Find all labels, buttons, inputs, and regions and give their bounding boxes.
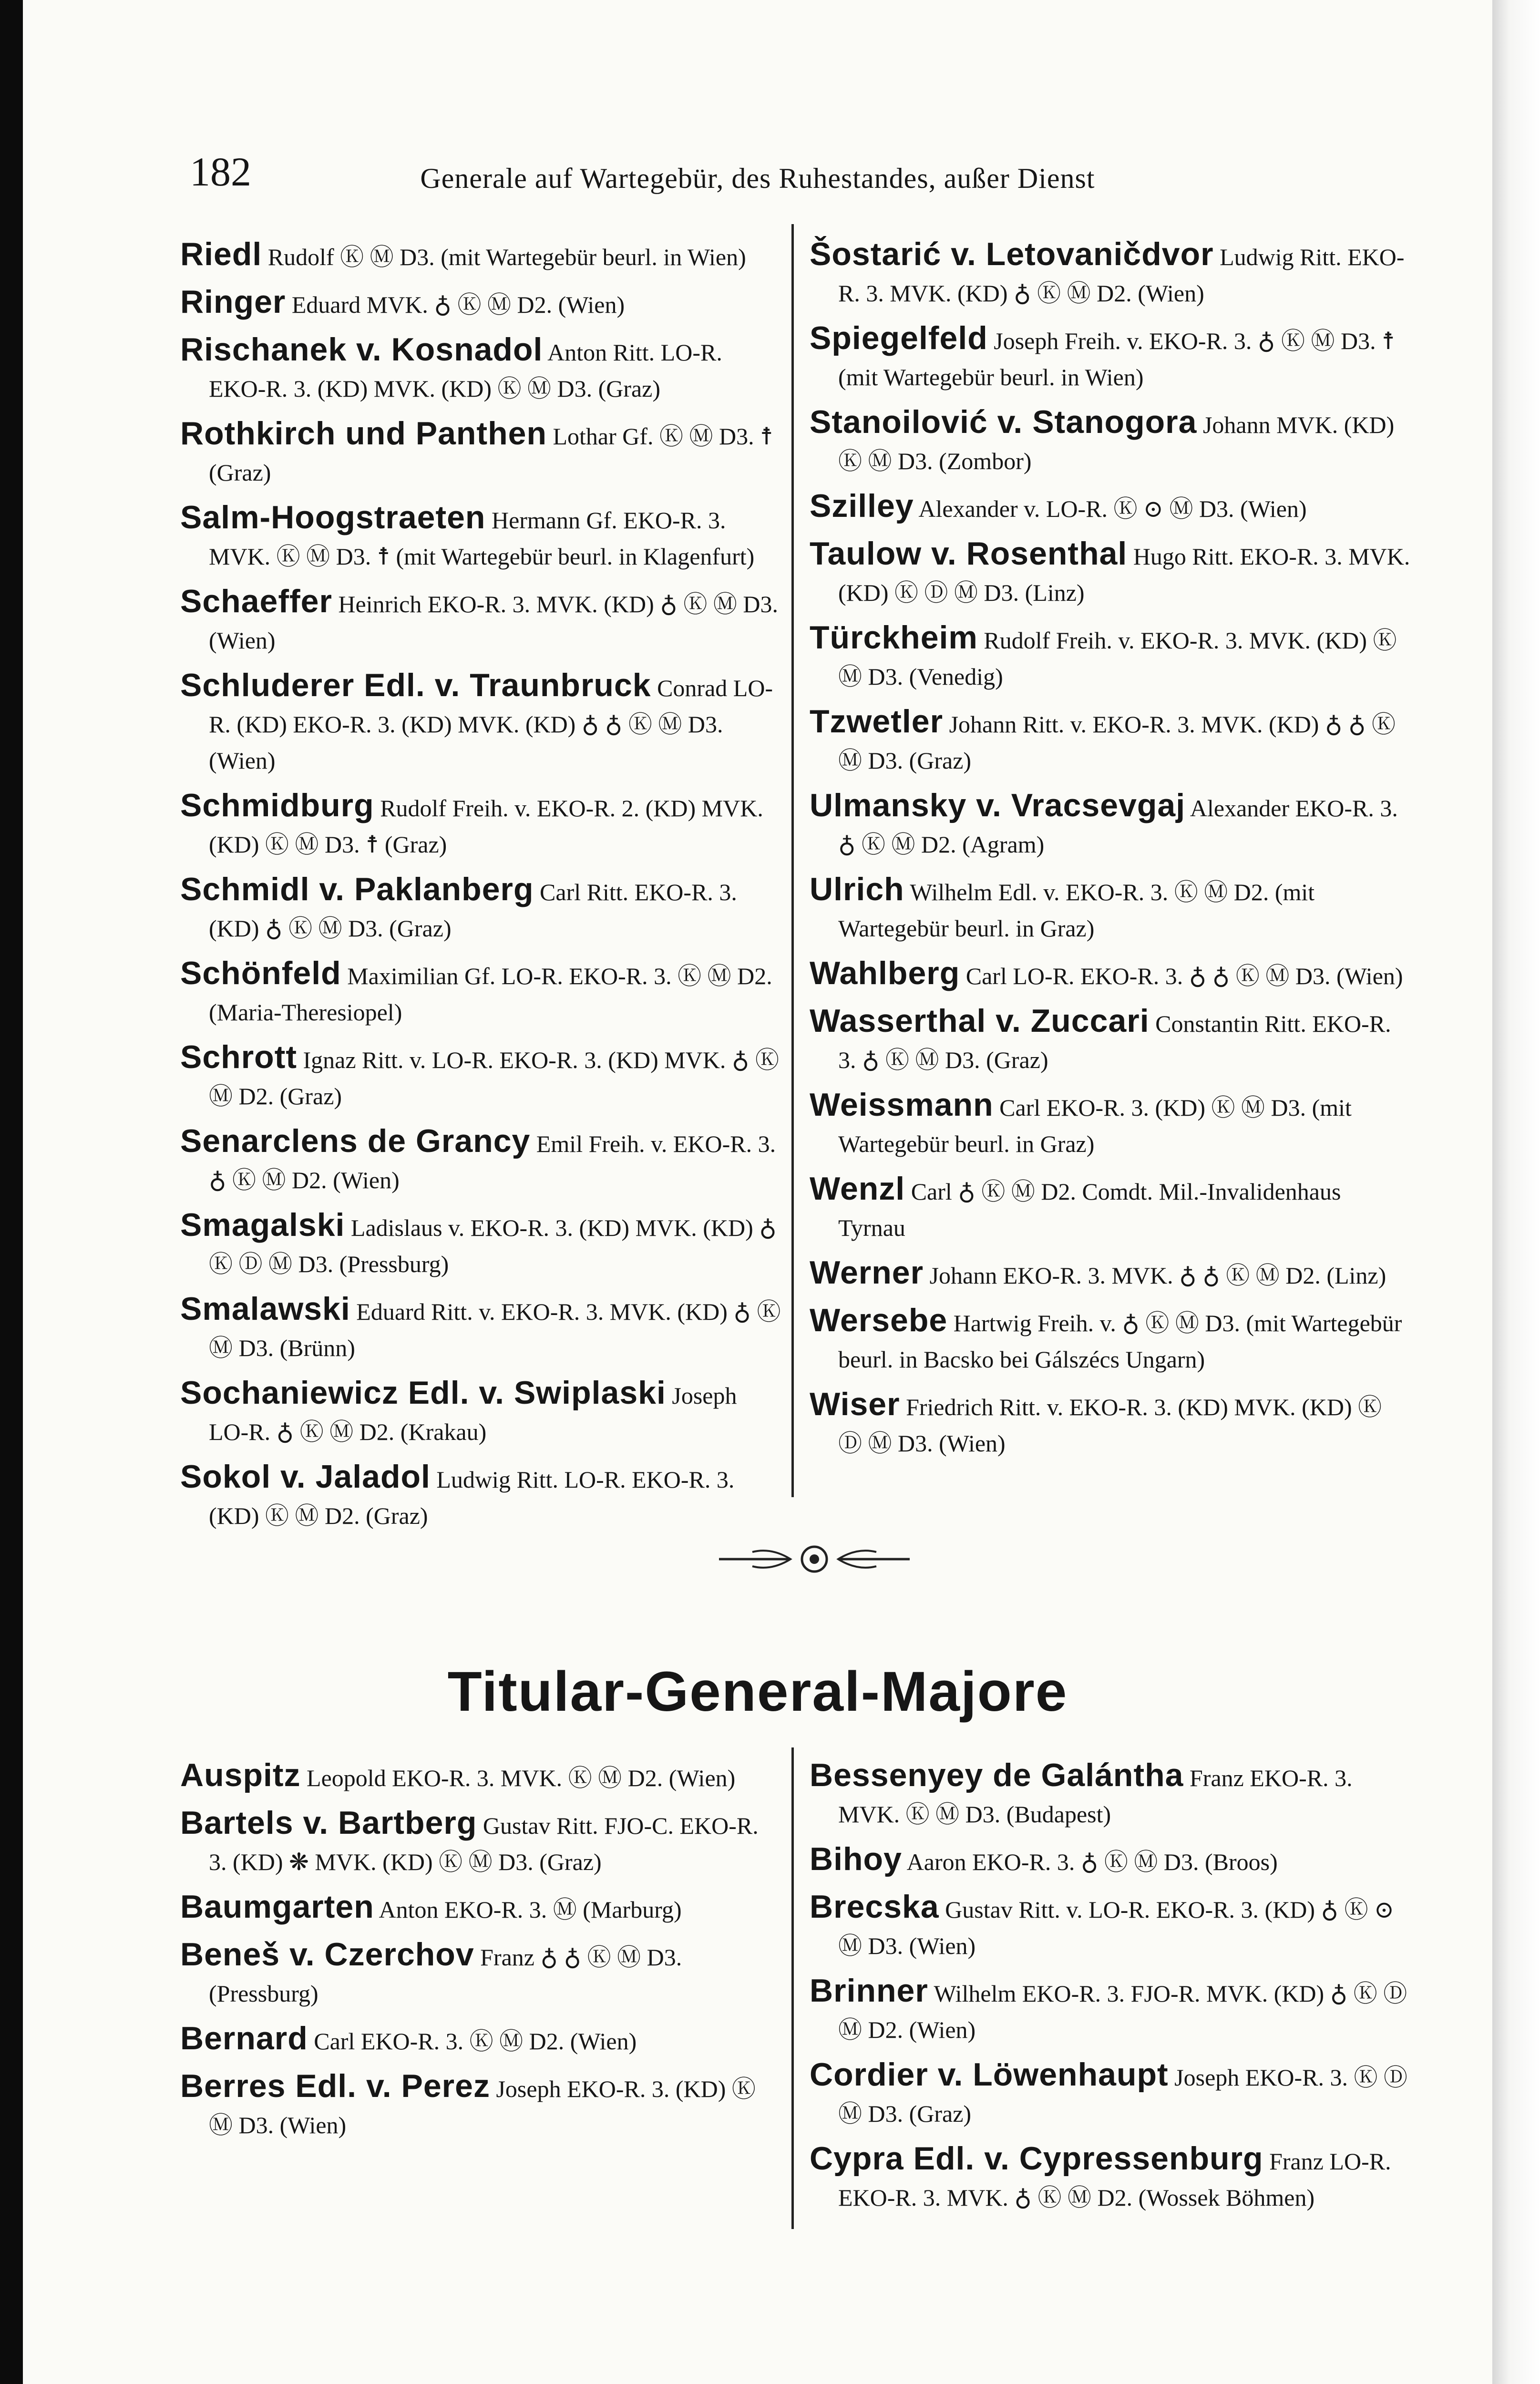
list-item <box>180 2020 781 2059</box>
list-item <box>810 488 1410 527</box>
entry-details: Ludwig Ritt. EKO-R. 3. MVK. (KD) ♁ Ⓚ Ⓜ D2. (Wien) <box>838 244 1405 307</box>
entry-details: Carl EKO-R. 3. Ⓚ Ⓜ D2. (Wien) <box>314 2028 637 2055</box>
list-item <box>180 787 781 863</box>
entry-name: Salm-Hoogstraeten <box>180 499 486 535</box>
entry-details: Eduard MVK. ♁ Ⓚ Ⓜ D2. (Wien) <box>291 291 625 318</box>
page-number: 182 <box>190 149 251 195</box>
list-item <box>810 2056 1410 2132</box>
entry-name: Sokol v. Jaladol <box>180 1459 431 1495</box>
entry-name: Bernard <box>180 2020 308 2056</box>
list-item <box>810 703 1410 779</box>
entry-details: Joseph EKO-R. 3. (KD) Ⓚ Ⓜ D3. (Wien) <box>209 2076 756 2138</box>
entry-name: Baumgarten <box>180 1889 374 1925</box>
entry-name: Türckheim <box>810 619 978 656</box>
entry-details: Emil Freih. v. EKO-R. 3. ♁ Ⓚ Ⓜ D2. (Wien) <box>209 1130 776 1193</box>
entry-details: Leopold EKO-R. 3. MVK. Ⓚ Ⓜ D2. (Wien) <box>307 1765 736 1791</box>
entry-details: Maximilian Gf. LO-R. EKO-R. 3. Ⓚ Ⓜ D2. (Maria-Theresiopel) <box>209 963 772 1026</box>
list-item <box>180 1757 781 1796</box>
list-item <box>810 320 1410 395</box>
list-item <box>810 236 1410 311</box>
entry-details: Ludwig Ritt. LO-R. EKO-R. 3. (KD) Ⓚ Ⓜ D2. (Graz) <box>209 1466 735 1529</box>
entry-name: Schmidl v. Paklanberg <box>180 871 534 907</box>
entry-name: Bartels v. Bartberg <box>180 1805 477 1841</box>
entry-details: Gustav Ritt. FJO-C. EKO-R. 3. (KD) ❋ MVK. (KD) Ⓚ Ⓜ D3. (Graz) <box>209 1812 759 1875</box>
column-divider <box>791 1747 794 2229</box>
entry-name: Senarclens de Grancy <box>180 1123 531 1159</box>
entry-name: Taulow v. Rosenthal <box>810 535 1128 572</box>
entry-details: Alexander EKO-R. 3. ♁ Ⓚ Ⓜ D2. (Agram) <box>838 795 1398 858</box>
entry-name: Brinner <box>810 1973 928 2009</box>
entry-name: Smagalski <box>180 1207 345 1243</box>
entry-details: Joseph Freih. v. EKO-R. 3. ♁ Ⓚ Ⓜ D3. ☨ (mit Wartegebür beurl. in Wien) <box>838 328 1395 390</box>
entry-name: Riedl <box>180 236 262 272</box>
entry-details: Constantin Ritt. EKO-R. 3. ♁ Ⓚ Ⓜ D3. (Graz) <box>838 1010 1391 1073</box>
entry-name: Wersebe <box>810 1302 948 1338</box>
entry-name: Wiser <box>810 1386 900 1422</box>
entry-name: Sochaniewicz Edl. v. Swiplaski <box>180 1375 666 1411</box>
list-item <box>180 331 781 407</box>
entry-details: Johann Ritt. v. EKO-R. 3. MVK. (KD) ♁ ♁ Ⓚ Ⓜ D3. (Graz) <box>838 711 1396 774</box>
entry-details: Carl LO-R. EKO-R. 3. ♁ ♁ Ⓚ Ⓜ D3. (Wien) <box>965 963 1403 989</box>
entry-name: Schmidburg <box>180 787 374 823</box>
ornament-divider <box>709 1538 919 1581</box>
list-item <box>810 1973 1410 2048</box>
list-item <box>180 1039 781 1114</box>
entry-name: Cordier v. Löwenhaupt <box>810 2056 1169 2093</box>
list-item <box>180 583 781 658</box>
entry-details: Ignaz Ritt. v. LO-R. EKO-R. 3. (KD) MVK. ♁ Ⓚ Ⓜ D2. (Graz) <box>209 1047 779 1110</box>
document-page <box>23 0 1492 2384</box>
entry-details: Anton Ritt. LO-R. EKO-R. 3. (KD) MVK. (KD) Ⓚ Ⓜ D3. (Graz) <box>209 339 722 402</box>
entry-details: Aaron EKO-R. 3. ♁ Ⓚ Ⓜ D3. (Broos) <box>906 1849 1278 1875</box>
list-item <box>810 1003 1410 1078</box>
entry-details: Carl ♁ Ⓚ Ⓜ D2. Comdt. Mil.-Invalidenhaus Tyrnau <box>838 1178 1341 1241</box>
entry-name: Ringer <box>180 284 286 320</box>
column-divider <box>791 224 794 1497</box>
list-item <box>180 955 781 1030</box>
entry-name: Bihoy <box>810 1841 902 1877</box>
list-item <box>180 415 781 491</box>
list-item <box>180 1375 781 1450</box>
page-edge <box>1492 0 1540 2384</box>
entry-details: Alexander v. LO-R. Ⓚ ⊙ Ⓜ D3. (Wien) <box>918 495 1307 522</box>
list-item <box>180 1805 781 1880</box>
list-item <box>810 955 1410 994</box>
entry-name: Auspitz <box>180 1757 301 1793</box>
entry-name: Ulmansky v. Vracsevgaj <box>810 787 1186 823</box>
entry-name: Schönfeld <box>180 955 341 991</box>
list-item <box>810 2140 1410 2216</box>
entry-details: Hugo Ritt. EKO-R. 3. MVK. (KD) Ⓚ Ⓓ Ⓜ D3. (Linz) <box>838 543 1410 606</box>
entry-name: Wenzl <box>810 1171 905 1207</box>
entry-details: Eduard Ritt. v. EKO-R. 3. MVK. (KD) ♁ Ⓚ Ⓜ D3. (Brünn) <box>209 1298 781 1361</box>
entry-details: Hermann Gf. EKO-R. 3. MVK. Ⓚ Ⓜ D3. ☨ (mit Wartegebür beurl. in Klagenfurt) <box>209 507 755 570</box>
list-item <box>180 499 781 575</box>
entry-details: Ladislaus v. EKO-R. 3. (KD) MVK. (KD) ♁ Ⓚ Ⓓ Ⓜ D3. (Pressburg) <box>209 1214 777 1277</box>
list-item <box>810 404 1410 479</box>
list-item <box>810 1841 1410 1880</box>
entry-details: Carl EKO-R. 3. (KD) Ⓚ Ⓜ D3. (mit Wartegebür beurl. in Graz) <box>838 1094 1352 1157</box>
entry-details: Joseph LO-R. ♁ Ⓚ Ⓜ D2. (Krakau) <box>209 1382 737 1445</box>
list-item <box>810 1171 1410 1246</box>
entry-details: Gustav Ritt. v. LO-R. EKO-R. 3. (KD) ♁ Ⓚ ⊙ Ⓜ D3. (Wien) <box>838 1896 1394 1959</box>
entry-name: Schluderer Edl. v. Traunbruck <box>180 667 651 703</box>
list-item <box>180 667 781 779</box>
left-column <box>180 236 781 1542</box>
section2-left-column <box>180 1757 781 2152</box>
entry-name: Spiegelfeld <box>810 320 988 356</box>
entry-details: Friedrich Ritt. v. EKO-R. 3. (KD) MVK. (KD) Ⓚ Ⓓ Ⓜ D3. (Wien) <box>838 1394 1382 1457</box>
entry-details: Conrad LO-R. (KD) EKO-R. 3. (KD) MVK. (KD) ♁ ♁ Ⓚ Ⓜ D3. (Wien) <box>209 675 773 774</box>
entry-name: Cypra Edl. v. Cypressenburg <box>810 2140 1263 2177</box>
list-item <box>810 535 1410 611</box>
list-item <box>810 1087 1410 1162</box>
entry-name: Schrott <box>180 1039 297 1075</box>
entry-name: Bessenyey de Galántha <box>810 1757 1184 1793</box>
list-item <box>810 619 1410 695</box>
list-item <box>180 1889 781 1928</box>
entry-name: Szilley <box>810 488 914 524</box>
entry-details: Franz LO-R. EKO-R. 3. MVK. ♁ Ⓚ Ⓜ D2. (Wossek Böhmen) <box>838 2148 1391 2211</box>
entry-details: Franz EKO-R. 3. MVK. Ⓚ Ⓜ D3. (Budapest) <box>838 1765 1353 1828</box>
entry-details: Rudolf Ⓚ Ⓜ D3. (mit Wartegebür beurl. in Wien) <box>267 244 746 270</box>
entry-details: Heinrich EKO-R. 3. MVK. (KD) ♁ Ⓚ Ⓜ D3. (Wien) <box>209 591 778 654</box>
list-item <box>810 871 1410 946</box>
section-title: Titular-General-Majore <box>447 1660 1068 1723</box>
entry-name: Berres Edl. v. Perez <box>180 2068 490 2104</box>
entry-details: Franz ♁ ♁ Ⓚ Ⓜ D3. (Pressburg) <box>209 1944 682 2007</box>
list-item <box>810 1386 1410 1461</box>
entry-name: Brecska <box>810 1889 939 1925</box>
entry-name: Weissmann <box>810 1087 994 1123</box>
section2-right-column <box>810 1757 1410 2224</box>
list-item <box>180 1291 781 1366</box>
list-item <box>810 1254 1410 1294</box>
list-item <box>180 1936 781 2012</box>
entry-name: Rothkirch und Panthen <box>180 415 547 452</box>
entry-name: Wahlberg <box>810 955 960 991</box>
entry-details: Lothar Gf. Ⓚ Ⓜ D3. ☨ (Graz) <box>209 423 773 486</box>
list-item <box>180 2068 781 2143</box>
entry-name: Werner <box>810 1254 924 1291</box>
list-item <box>180 1207 781 1282</box>
entry-name: Šostarić v. Letovaničdvor <box>810 236 1214 272</box>
list-item <box>180 236 781 275</box>
list-item <box>810 787 1410 863</box>
running-title: Generale auf Wartegebür, des Ruhestandes, außer Dienst <box>420 163 1095 194</box>
entry-name: Stanoilović v. Stanogora <box>810 404 1197 440</box>
list-item <box>180 1459 781 1534</box>
entry-details: Joseph EKO-R. 3. Ⓚ Ⓓ Ⓜ D3. (Graz) <box>838 2064 1408 2127</box>
entry-name: Smalawski <box>180 1291 350 1327</box>
entry-details: Anton EKO-R. 3. Ⓜ (Marburg) <box>379 1896 682 1923</box>
entry-name: Ulrich <box>810 871 904 907</box>
entry-details: Rudolf Freih. v. EKO-R. 2. (KD) MVK. (KD) Ⓚ Ⓜ D3. ☨ (Graz) <box>209 795 763 858</box>
list-item <box>810 1757 1410 1832</box>
entry-name: Wasserthal v. Zuccari <box>810 1003 1150 1039</box>
entry-name: Tzwetler <box>810 703 944 740</box>
list-item <box>180 1123 781 1198</box>
list-item <box>810 1889 1410 1964</box>
entry-details: Johann MVK. (KD) Ⓚ Ⓜ D3. (Zombor) <box>838 411 1395 474</box>
entry-details: Carl Ritt. EKO-R. 3. (KD) ♁ Ⓚ Ⓜ D3. (Graz) <box>209 879 737 942</box>
entry-details: Johann EKO-R. 3. MVK. ♁ ♁ Ⓚ Ⓜ D2. (Linz) <box>929 1262 1386 1289</box>
list-item <box>180 871 781 946</box>
entry-details: Rudolf Freih. v. EKO-R. 3. MVK. (KD) Ⓚ Ⓜ D3. (Venedig) <box>838 627 1397 690</box>
entry-name: Rischanek v. Kosnadol <box>180 331 543 368</box>
entry-details: Hartwig Freih. v. ♁ Ⓚ Ⓜ D3. (mit Wartegebür beurl. in Bacsko bei Gálszécs Ungarn) <box>838 1310 1402 1373</box>
entry-details: Wilhelm EKO-R. 3. FJO-R. MVK. (KD) ♁ Ⓚ Ⓓ Ⓜ D2. (Wien) <box>838 1980 1407 2043</box>
entry-name: Schaeffer <box>180 583 332 619</box>
list-item <box>180 284 781 323</box>
entry-name: Beneš v. Czerchov <box>180 1936 474 1973</box>
right-column <box>810 236 1410 1470</box>
entry-details: Wilhelm Edl. v. EKO-R. 3. Ⓚ Ⓜ D2. (mit Wartegebür beurl. in Graz) <box>838 879 1315 942</box>
list-item <box>810 1302 1410 1377</box>
